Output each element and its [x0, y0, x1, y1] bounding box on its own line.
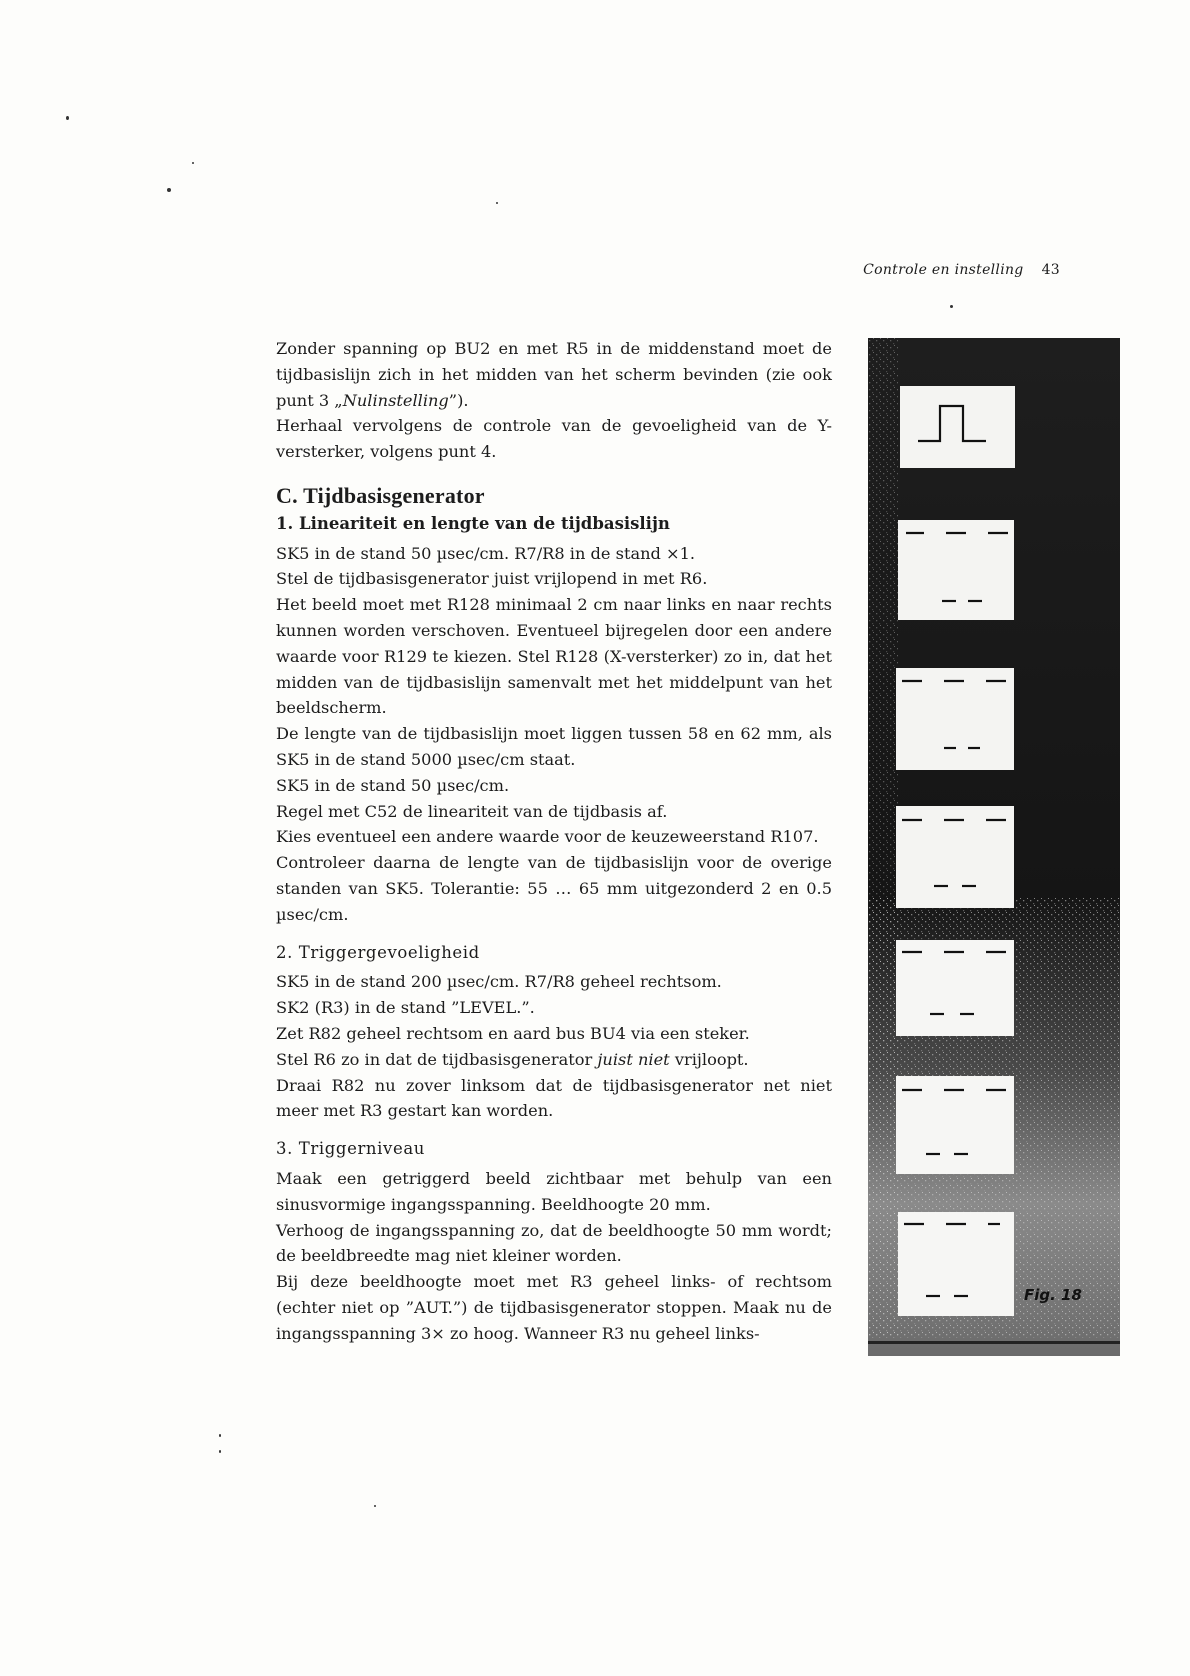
paragraph: Het beeld moet met R128 minimaal 2 cm naar links en naar rechts kunnen worden verschoven. Eventueel bijregelen door een andere waarde voor R129 te kiezen. Stel R128 (X-versterker) zo in, dat het midden van de tijdbasislijn samenvalt met het middelpunt van het beeldscherm. — [276, 595, 832, 718]
paragraph: Stel de tijdbasisgenerator juist vrijlopend in met R6. — [276, 569, 708, 589]
figure-photo — [868, 338, 1120, 1356]
scan-speck — [950, 305, 953, 308]
figure-bottom-rule — [868, 1341, 1120, 1344]
scope-screen-dashes — [896, 668, 1014, 770]
paragraph: Bij deze beeldhoogte moet met R3 geheel links- of rechtsom (echter niet op ”AUT.”) de tijdbasisgenerator stoppen. Maak nu de ingangsspanning 3× zo hoog. Wanneer R3 nu geheel links- — [276, 1272, 832, 1343]
scan-speck — [496, 202, 498, 204]
paragraph: SK2 (R3) in de stand ”LEVEL.”. — [276, 998, 535, 1018]
scan-speck — [374, 1505, 376, 1507]
page-number: 43 — [1041, 262, 1060, 278]
scope-screen-dashes — [896, 940, 1014, 1036]
oscilloscope-figure-strip — [868, 338, 1120, 1356]
scan-speck — [66, 116, 69, 120]
scan-speck — [219, 1434, 221, 1437]
paragraph: SK5 in de stand 50 µsec/cm. — [276, 775, 510, 795]
paragraph: SK5 in de stand 50 µsec/cm. R7/R8 in de stand ×1. — [276, 543, 696, 563]
paragraph: Draai R82 nu zover linksom dat de tijdbasisgenerator net niet meer met R3 gestart kan worden. — [276, 1075, 832, 1121]
text-column — [276, 336, 832, 1346]
paragraph: Verhoog de ingangsspanning zo, dat de beeldhoogte 50 mm wordt; de beeldbreedte mag niet kleiner worden. — [276, 1220, 832, 1266]
paragraph: Stel R6 zo in dat de tijdbasisgenerator juist niet vrijloopt. — [276, 1049, 749, 1069]
scope-screen-dashes — [896, 806, 1014, 908]
subsection-title-2: 2. Triggergevoeligheid — [276, 942, 480, 962]
figure-grain-left — [868, 338, 898, 1338]
paragraph: De lengte van de tijdbasislijn moet liggen tussen 58 en 62 mm, als SK5 in de stand 5000 µsec/cm staat. — [276, 724, 832, 769]
paragraph: Maak een getriggerd beeld zichtbaar met behulp van een sinusvormige ingangsspanning. Beeldhoogte 20 mm. — [276, 1168, 832, 1214]
scope-screen-pulse — [900, 386, 1015, 468]
scan-speck — [192, 162, 194, 164]
paragraph: Controleer daarna de lengte van de tijdbasislijn voor de overige standen van SK5. Tolerantie: 55 … 65 mm uitgezonderd 2 en 0.5 µsec/cm. — [276, 853, 832, 924]
section-title: C. Tijdbasisgenerator — [276, 482, 485, 508]
paragraph: Regel met C52 de lineariteit van de tijdbasis af. — [276, 801, 668, 821]
paragraph: SK5 in de stand 200 µsec/cm. R7/R8 geheel rechtsom. — [276, 972, 722, 992]
subsection-title-1: 1. Lineariteit en lengte van de tijdbasislijn — [276, 513, 670, 533]
paragraph: Zet R82 geheel rechtsom en aard bus BU4 via een steker. — [276, 1023, 750, 1043]
intro-paragraph: Zonder spanning op BU2 en met R5 in de middenstand moet de tijdbasislijn zich in het midden van het scherm bevinden (zie ook punt 3 „Nulinstelling”). — [276, 339, 832, 410]
paragraph: Kies eventueel een andere waarde voor de keuzeweerstand R107. — [276, 827, 819, 847]
subsection-title-3: 3. Triggerniveau — [276, 1139, 425, 1159]
scope-screen-dashes — [898, 520, 1014, 620]
scan-speck — [219, 1450, 221, 1453]
running-title: Controle en instelling — [863, 262, 1024, 278]
intro-paragraph-2: Herhaal vervolgens de controle van de gevoeligheid van de Y-versterker, volgens punt 4. — [276, 416, 832, 462]
scope-screen-dashes — [898, 1212, 1014, 1316]
scan-speck — [167, 188, 171, 192]
scope-screen-dashes — [896, 1076, 1014, 1174]
figure-label: Fig. 18 — [1024, 1286, 1082, 1304]
running-header — [820, 262, 1060, 278]
